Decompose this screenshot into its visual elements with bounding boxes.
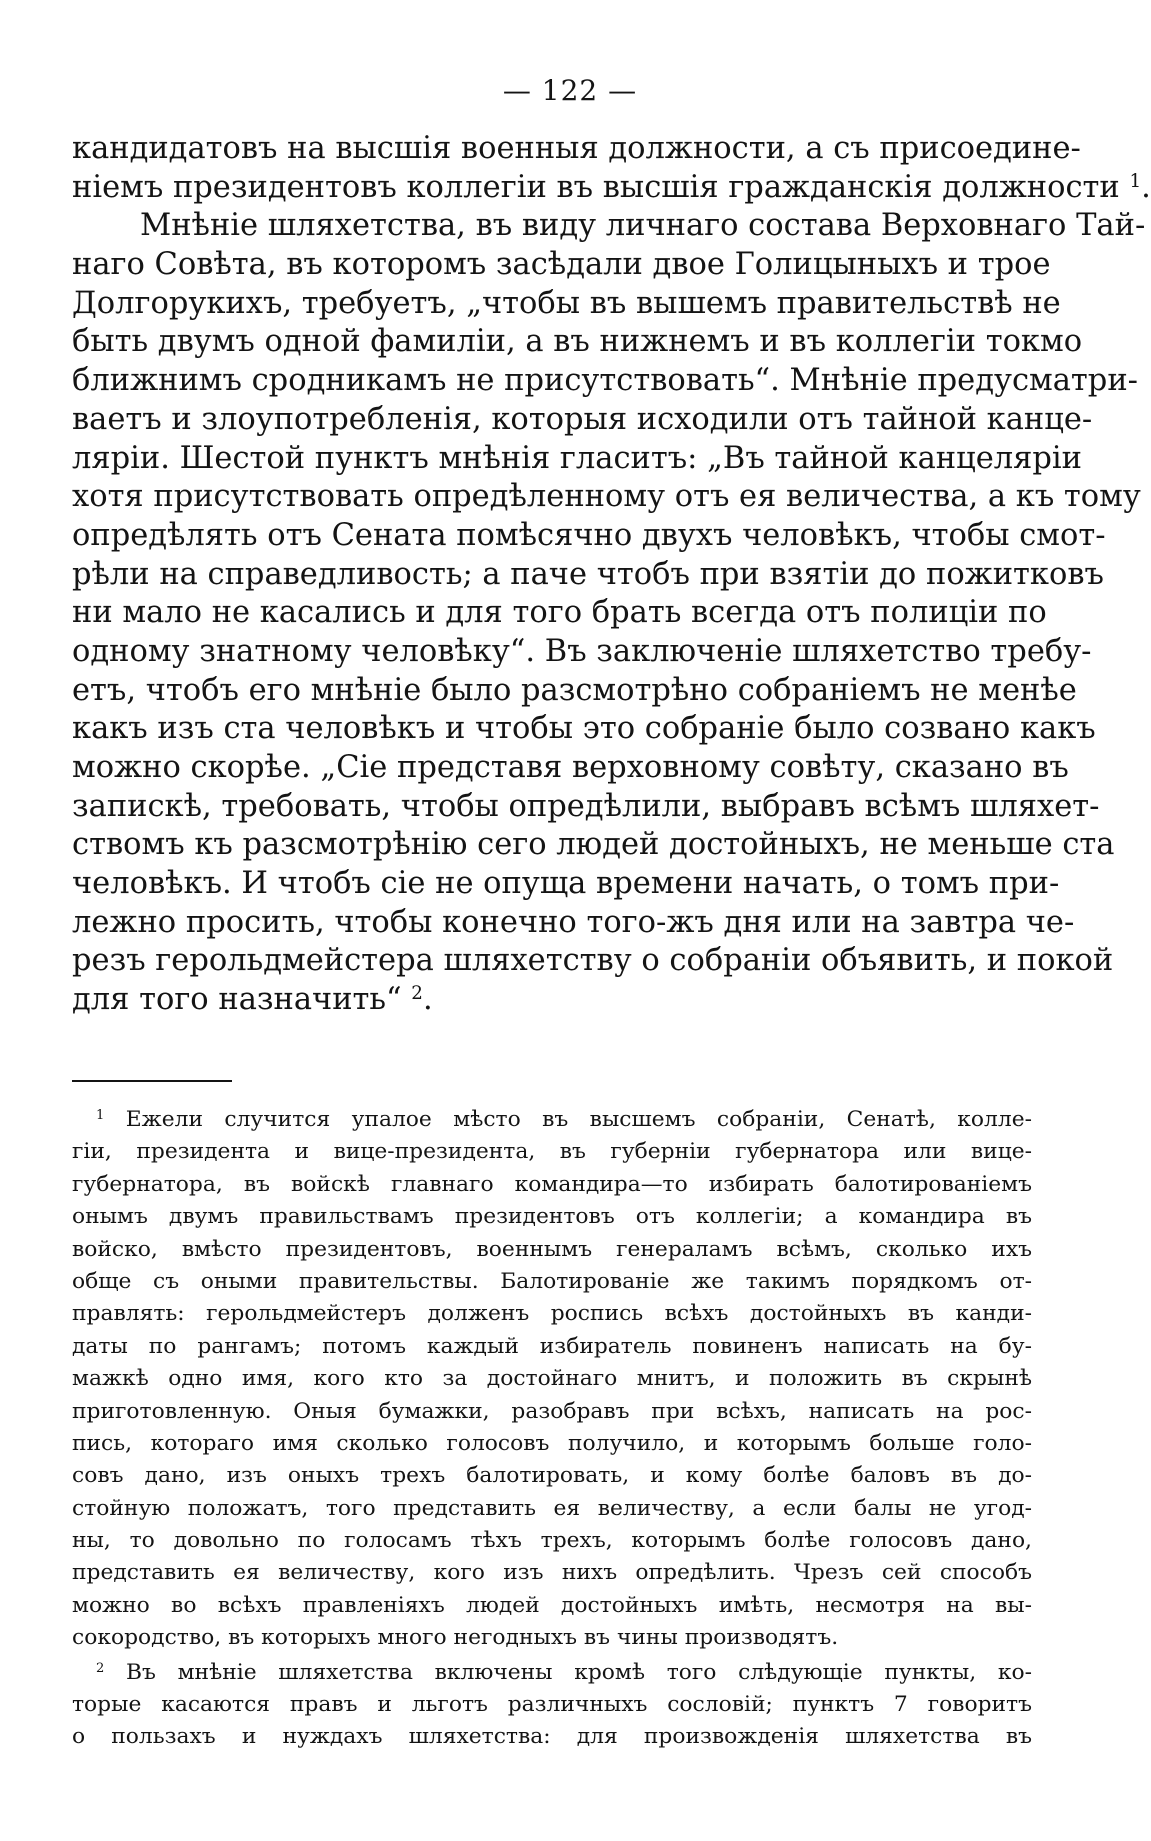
footnote-line: обще съ оными правительствы. Балотированіе же такимъ порядкомъ от- [72, 1268, 1032, 1294]
footnote-line: приготовленную. Оныя бумажки, разобравъ при всѣхъ, написать на рос- [72, 1398, 1032, 1424]
footnote-line: войско, вмѣсто президентовъ, военнымъ генераламъ всѣмъ, сколько ихъ [72, 1236, 1032, 1262]
sentence-period: . [422, 982, 433, 1018]
page-number: — 122 — [502, 74, 638, 107]
main-text [72, 130, 1151, 1020]
text-line: ствомъ къ разсмотрѣнію сего людей достойныхъ, не меньше ста [72, 827, 1115, 863]
text-line: рѣли на справедливость; а паче чтобъ при взятіи до пожитковъ [72, 556, 1104, 592]
text-line: опредѣлять отъ Сената помѣсячно двухъ человѣкъ, чтобы смот- [72, 517, 1106, 553]
footnote-line: можно во всѣхъ правленіяхъ людей достойныхъ имѣть, несмотря на вы- [72, 1592, 1032, 1618]
text-line-with-footnote [72, 169, 1151, 208]
text-line: Долгорукихъ, требуетъ, „чтобы въ вышемъ правительствѣ не [72, 285, 1061, 321]
footnote-line: даты по рангамъ; потомъ каждый избиратель повиненъ написать на бу- [72, 1333, 1032, 1359]
text-line: хотя присутствовать опредѣленному отъ ея величества, а къ тому [72, 479, 1141, 515]
footnote-divider [72, 1080, 232, 1082]
footnote-line: совъ дано, изъ оныхъ трехъ балотировать, и кому болѣе баловъ въ до- [72, 1463, 1032, 1489]
footnote-text: Ежели случится упалое мѣсто въ высшемъ собраніи, Сенатѣ, колле- [125, 1107, 1032, 1132]
footnote-ref-1[interactable]: 1 [1129, 170, 1142, 192]
footnote-line: правлять: герольдмейстеръ долженъ роспись всѣхъ достойныхъ въ канди- [72, 1301, 1032, 1327]
text-line: резъ герольдмейстера шляхетству о собраніи объявить, и покой [72, 943, 1114, 979]
text-line: ни мало не касались и для того брать всегда отъ полиціи по [72, 595, 1047, 631]
text-line: ляріи. Шестой пунктъ мнѣнія гласитъ: „Въ тайной канцеляріи [72, 440, 1082, 476]
text-line: ваетъ и злоупотребленія, которыя исходили отъ тайной канце- [72, 401, 1093, 437]
text-line: етъ, чтобъ его мнѣніе было разсмотрѣно собраніемъ не менѣе [72, 672, 1077, 708]
footnote-line: стойную положатъ, того представить ея величеству, а если балы не угод- [72, 1495, 1032, 1521]
footnote-line: торые касаются правъ и льготъ различныхъ сословій; пунктъ 7 говоритъ [72, 1692, 1032, 1718]
footnote-mark-2: 2 [96, 1660, 105, 1676]
footnote-text: Въ мнѣніе шляхетства включены кромѣ того слѣдующіе пункты, ко- [126, 1659, 1032, 1685]
footnote-line: гіи, президента и вице-президента, въ губерніи губернатора или вице- [72, 1139, 1032, 1165]
footnote-1-first-line [72, 1104, 1032, 1136]
footnote-line: о пользахъ и нуждахъ шляхетства: для произвожденія шляхетства въ [72, 1724, 1032, 1750]
footnote-mark-1: 1 [96, 1107, 105, 1123]
footnote-line: мажкѣ одно имя, кого кто за достойнаго мнитъ, и положить въ скрынѣ [72, 1366, 1032, 1392]
footnote-line: представить ея величеству, кого изъ нихъ опредѣлить. Чрезъ сей способъ [72, 1560, 1032, 1586]
text-line: какъ изъ ста человѣкъ и чтобы это собраніе было созвано какъ [72, 711, 1096, 747]
footnote-line: онымъ двумъ правильствамъ президентовъ отъ коллегіи; а командира въ [72, 1204, 1032, 1230]
paragraph-first-line: Мнѣніе шляхетства, въ виду личнаго состава Верховнаго Тай- [140, 208, 1146, 244]
footnote-line: пись, котораго имя сколько голосовъ получило, и которымъ больше голо- [72, 1430, 1032, 1456]
text-line: можно скорѣе. „Сіе представя верховному совѣту, сказано въ [72, 750, 1069, 785]
text-line: одному знатному человѣку“. Въ заключеніе шляхетство требу- [72, 633, 1092, 669]
text-line: ближнимъ сродникамъ не присутствовать“. Мнѣніе предусматри- [72, 363, 1138, 399]
text-line-with-footnote [72, 981, 1032, 1020]
text-line: наго Совѣта, въ которомъ засѣдали двое Голицыныхъ и трое [72, 247, 1051, 283]
text-line: человѣкъ. И чтобъ сіе не опуща времени начать, о томъ при- [72, 866, 1060, 902]
footnote-line: сокородство, въ которыхъ много негодныхъ въ чины производятъ. [72, 1625, 839, 1651]
text-line: кандидатовъ на высшія военныя должности, а съ присоедине- [72, 131, 1081, 166]
footnote-ref-2[interactable]: 2 [411, 983, 423, 1005]
text-line: лежно просить, чтобы конечно того-жъ дня или на завтра че- [72, 904, 1075, 940]
sentence-period: . [1141, 169, 1151, 205]
footnote-2-first-line [72, 1657, 1032, 1689]
text-line: запискѣ, требовать, чтобы опредѣлили, выбравъ всѣмъ шляхет- [72, 788, 1100, 824]
text-line-content: ніемъ президентовъ коллегіи въ высшія гражданскія должности [72, 169, 1120, 205]
text-line: быть двумъ одной фамиліи, а въ нижнемъ и въ коллегіи токмо [72, 324, 1083, 360]
footnote-line: губернатора, въ войскѣ главнаго командира—то избирать балотированіемъ [72, 1171, 1032, 1197]
footnote-line: ны, то довольно по голосамъ тѣхъ трехъ, которымъ болѣе голосовъ дано, [72, 1528, 1032, 1554]
text-line-content: для того назначить“ [72, 982, 402, 1018]
footnotes [72, 1104, 1032, 1754]
